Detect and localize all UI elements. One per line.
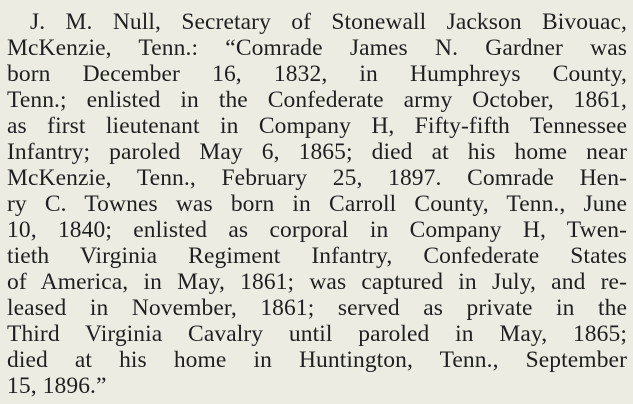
text-line: J. M. Null, Secretary of Stonewall Jackson Bivouac, [30, 9, 627, 35]
text-line: 10, 1840; enlisted as corporal in Company H, Twen- [7, 217, 627, 243]
text-line: born December 16, 1832, in Humphreys County, [7, 61, 627, 87]
text-line: McKenzie, Tenn.: “Comrade James N. Gardner was [7, 35, 627, 61]
text-line: Tenn.; enlisted in the Confederate army October, 1861, [7, 87, 627, 113]
text-line: of America, in May, 1861; was captured in July, and re- [7, 269, 627, 295]
text-line: tieth Virginia Regiment Infantry, Confederate States [7, 243, 627, 269]
text-line: ry C. Townes was born in Carroll County, Tenn., June [7, 191, 627, 217]
text-line: as first lieutenant in Company H, Fifty-fifth Tennessee [7, 113, 627, 139]
text-line: Infantry; paroled May 6, 1865; died at his home near [7, 139, 627, 165]
text-line: Third Virginia Cavalry until paroled in May, 1865; [7, 321, 627, 347]
text-line: died at his home in Huntington, Tenn., September [7, 347, 627, 373]
text-line: leased in November, 1861; served as private in the [7, 295, 627, 321]
text-line: McKenzie, Tenn., February 25, 1897. Comrade Hen- [7, 165, 627, 191]
text-line: 15, 1896.” [7, 373, 107, 399]
obituary-paragraph [7, 9, 627, 399]
